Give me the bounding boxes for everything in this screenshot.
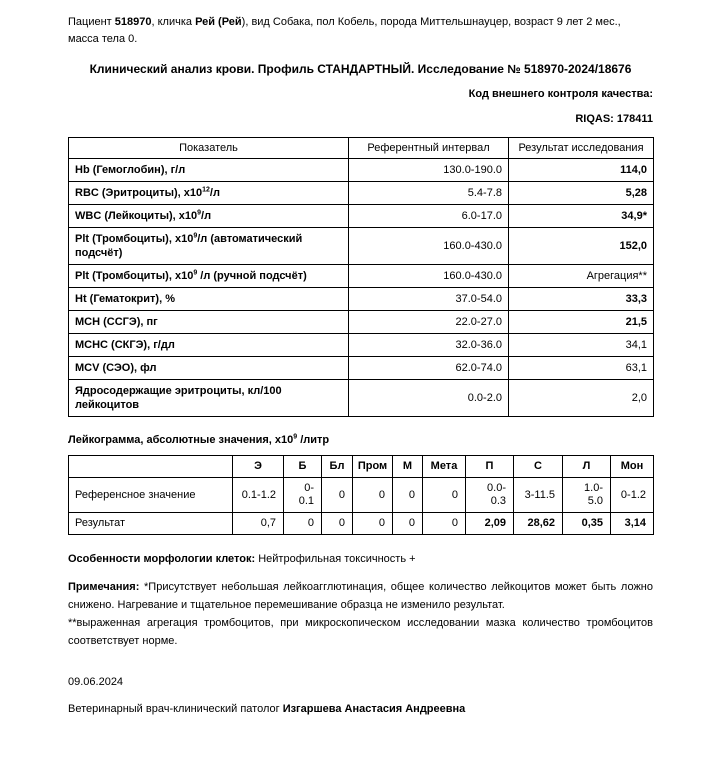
leukogram-row xyxy=(69,478,654,513)
indicator-name: MCV (СЭО), фл xyxy=(69,357,349,380)
leukogram-value: 2,09 xyxy=(466,513,514,535)
leukogram-column-header: Мон xyxy=(611,456,654,478)
leukogram-value: 1.0-5.0 xyxy=(563,478,611,513)
column-header-reference-interval: Референтный интервал xyxy=(349,138,509,159)
indicator-name: Plt (Тромбоциты), $x10^9/л$ (автоматический подсчёт) xyxy=(69,228,349,265)
qc-code-value: RIQAS: 178411 xyxy=(575,113,653,125)
doctor-signature-line: Ветеринарный врач-клинический патолог Изгаршева Анастасия Андреевна xyxy=(68,703,466,715)
report-title: Клинический анализ крови. Профиль СТАНДАРТНЫЙ. Исследование № 518970-2024/18676 xyxy=(89,62,632,76)
leukogram-column-header: Бл xyxy=(322,456,353,478)
reference-interval-value: 160.0-430.0 xyxy=(349,228,509,265)
results-table xyxy=(68,137,654,417)
leukogram-value: 0 xyxy=(393,478,423,513)
indicator-name: RBC (Эритроциты), $x10^{12}/л$ xyxy=(69,182,349,205)
reference-interval-value: 62.0-74.0 xyxy=(349,357,509,380)
reference-interval-value: 0.0-2.0 xyxy=(349,380,509,417)
notes-paragraph: Примечания: *Присутствует небольшая лейкоагглютинация, общее количество лейкоцитов может быть ложно снижено. Нагревание и тщательное перемешивание образца не изменило результат. xyxy=(68,581,653,611)
result-row xyxy=(69,228,654,265)
leukogram-value: 3,14 xyxy=(611,513,654,535)
leukogram-column-header: Б xyxy=(284,456,322,478)
result-row xyxy=(69,380,654,417)
result-value: 34,9* xyxy=(509,205,654,228)
result-row xyxy=(69,357,654,380)
result-value: 114,0 xyxy=(509,159,654,182)
indicator-name: MCH (ССГЭ), пг xyxy=(69,311,349,334)
result-value: 63,1 xyxy=(509,357,654,380)
notes-paragraph-2: **выраженная агрегация тромбоцитов, при микроскопическом исследовании мазка количество тромбоцитов соответствует норме. xyxy=(68,617,653,647)
leukogram-value: 0 xyxy=(423,513,466,535)
column-header-indicator: Показатель xyxy=(69,138,349,159)
result-row xyxy=(69,288,654,311)
leukogram-column-header: Мета xyxy=(423,456,466,478)
leukogram-corner-cell xyxy=(69,456,233,478)
leukogram-row-label: Референсное значение xyxy=(69,478,233,513)
reference-interval-value: 22.0-27.0 xyxy=(349,311,509,334)
leukogram-column-header: Л xyxy=(563,456,611,478)
leukogram-value: 0 xyxy=(353,513,393,535)
result-value: 2,0 xyxy=(509,380,654,417)
reference-interval-value: 130.0-190.0 xyxy=(349,159,509,182)
leukogram-value: 0,35 xyxy=(563,513,611,535)
reference-interval-value: 6.0-17.0 xyxy=(349,205,509,228)
reference-interval-value: 37.0-54.0 xyxy=(349,288,509,311)
result-row xyxy=(69,311,654,334)
result-value: 5,28 xyxy=(509,182,654,205)
leukogram-table xyxy=(68,455,654,535)
indicator-name: Plt (Тромбоциты), $x10^9$ /л (ручной подсчёт) xyxy=(69,265,349,288)
result-value: 34,1 xyxy=(509,334,654,357)
indicator-name: MCHC (СКГЭ), г/дл xyxy=(69,334,349,357)
reference-interval-value: 32.0-36.0 xyxy=(349,334,509,357)
result-row xyxy=(69,334,654,357)
result-value: 21,5 xyxy=(509,311,654,334)
leukogram-value: 0 xyxy=(284,513,322,535)
leukogram-value: 0-1.2 xyxy=(611,478,654,513)
result-value: Агрегация** xyxy=(509,265,654,288)
leukogram-value: 28,62 xyxy=(514,513,563,535)
indicator-name: Ядросодержащие эритроциты, кл/100 лейкоцитов xyxy=(69,380,349,417)
leukogram-value: 0 xyxy=(322,513,353,535)
report-date: 09.06.2024 xyxy=(68,676,124,688)
leukogram-column-header: С xyxy=(514,456,563,478)
reference-interval-value: 160.0-430.0 xyxy=(349,265,509,288)
leukogram-value: 3-11.5 xyxy=(514,478,563,513)
leukogram-column-header: Пром xyxy=(353,456,393,478)
leukogram-value: 0 xyxy=(322,478,353,513)
leukogram-value: 0 xyxy=(423,478,466,513)
leukogram-column-header: М xyxy=(393,456,423,478)
leukogram-value: 0-0.1 xyxy=(284,478,322,513)
leukogram-column-header: П xyxy=(466,456,514,478)
leukogram-column-header: Э xyxy=(233,456,284,478)
indicator-name: Ht (Гематокрит), % xyxy=(69,288,349,311)
leukogram-row xyxy=(69,513,654,535)
cell-morphology-note: Особенности морфологии клеток: Нейтрофильная токсичность + xyxy=(68,553,416,565)
result-row xyxy=(69,205,654,228)
result-value: 152,0 xyxy=(509,228,654,265)
result-row xyxy=(69,265,654,288)
leukogram-row-label: Результат xyxy=(69,513,233,535)
column-header-result: Результат исследования xyxy=(509,138,654,159)
leukogram-value: 0.1-1.2 xyxy=(233,478,284,513)
leukogram-value: 0,7 xyxy=(233,513,284,535)
result-row xyxy=(69,182,654,205)
indicator-name: WBC (Лейкоциты), $x10^9/л$ xyxy=(69,205,349,228)
leukogram-section-title: Лейкограмма, абсолютные значения, $x10^9$ /литр xyxy=(68,433,330,446)
result-value: 33,3 xyxy=(509,288,654,311)
result-row xyxy=(69,159,654,182)
leukogram-value: 0 xyxy=(393,513,423,535)
patient-info-line: Пациент 518970, кличка Рей (Рей), вид Собака, пол Кобель, порода Миттельшнауцер, возраст 9 лет 2 мес., масса тела 0. xyxy=(68,16,621,45)
leukogram-value: 0 xyxy=(353,478,393,513)
qc-code-label: Код внешнего контроля качества: xyxy=(468,88,653,100)
report-content xyxy=(68,14,653,717)
indicator-name: Hb (Гемоглобин), г/л xyxy=(69,159,349,182)
reference-interval-value: 5.4-7.8 xyxy=(349,182,509,205)
leukogram-header-row xyxy=(69,456,654,478)
results-table-header-row xyxy=(69,138,654,159)
leukogram-value: 0.0-0.3 xyxy=(466,478,514,513)
